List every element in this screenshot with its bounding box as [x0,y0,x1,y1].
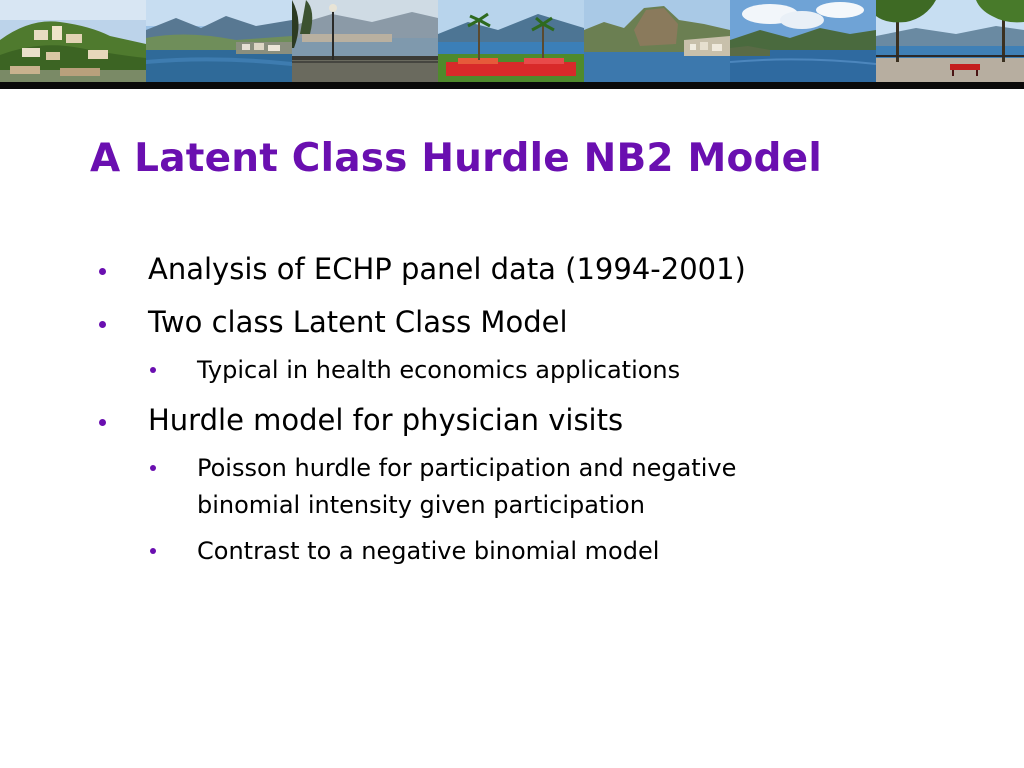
sub-bullet-continuation: binomial intensity given participation [197,491,645,519]
bullet-marker [99,419,106,426]
slide-title: A Latent Class Hurdle NB2 Model [90,136,822,181]
bullet-item: Analysis of ECHP panel data (1994-2001) [148,252,746,286]
sub-bullet-item: Contrast to a negative binomial model [197,537,660,565]
sub-bullet-item: Typical in health economics applications [197,356,681,384]
bullet-marker [99,321,106,328]
sub-bullet-marker [150,548,156,554]
sub-bullet-marker [150,465,156,471]
sub-bullet-marker [150,367,156,373]
bullet-marker [99,268,106,275]
sub-bullet-item: Poisson hurdle for participation and negative [197,454,737,482]
bullet-item: Two class Latent Class Model [148,305,568,339]
bullet-item: Hurdle model for physician visits [148,403,624,437]
